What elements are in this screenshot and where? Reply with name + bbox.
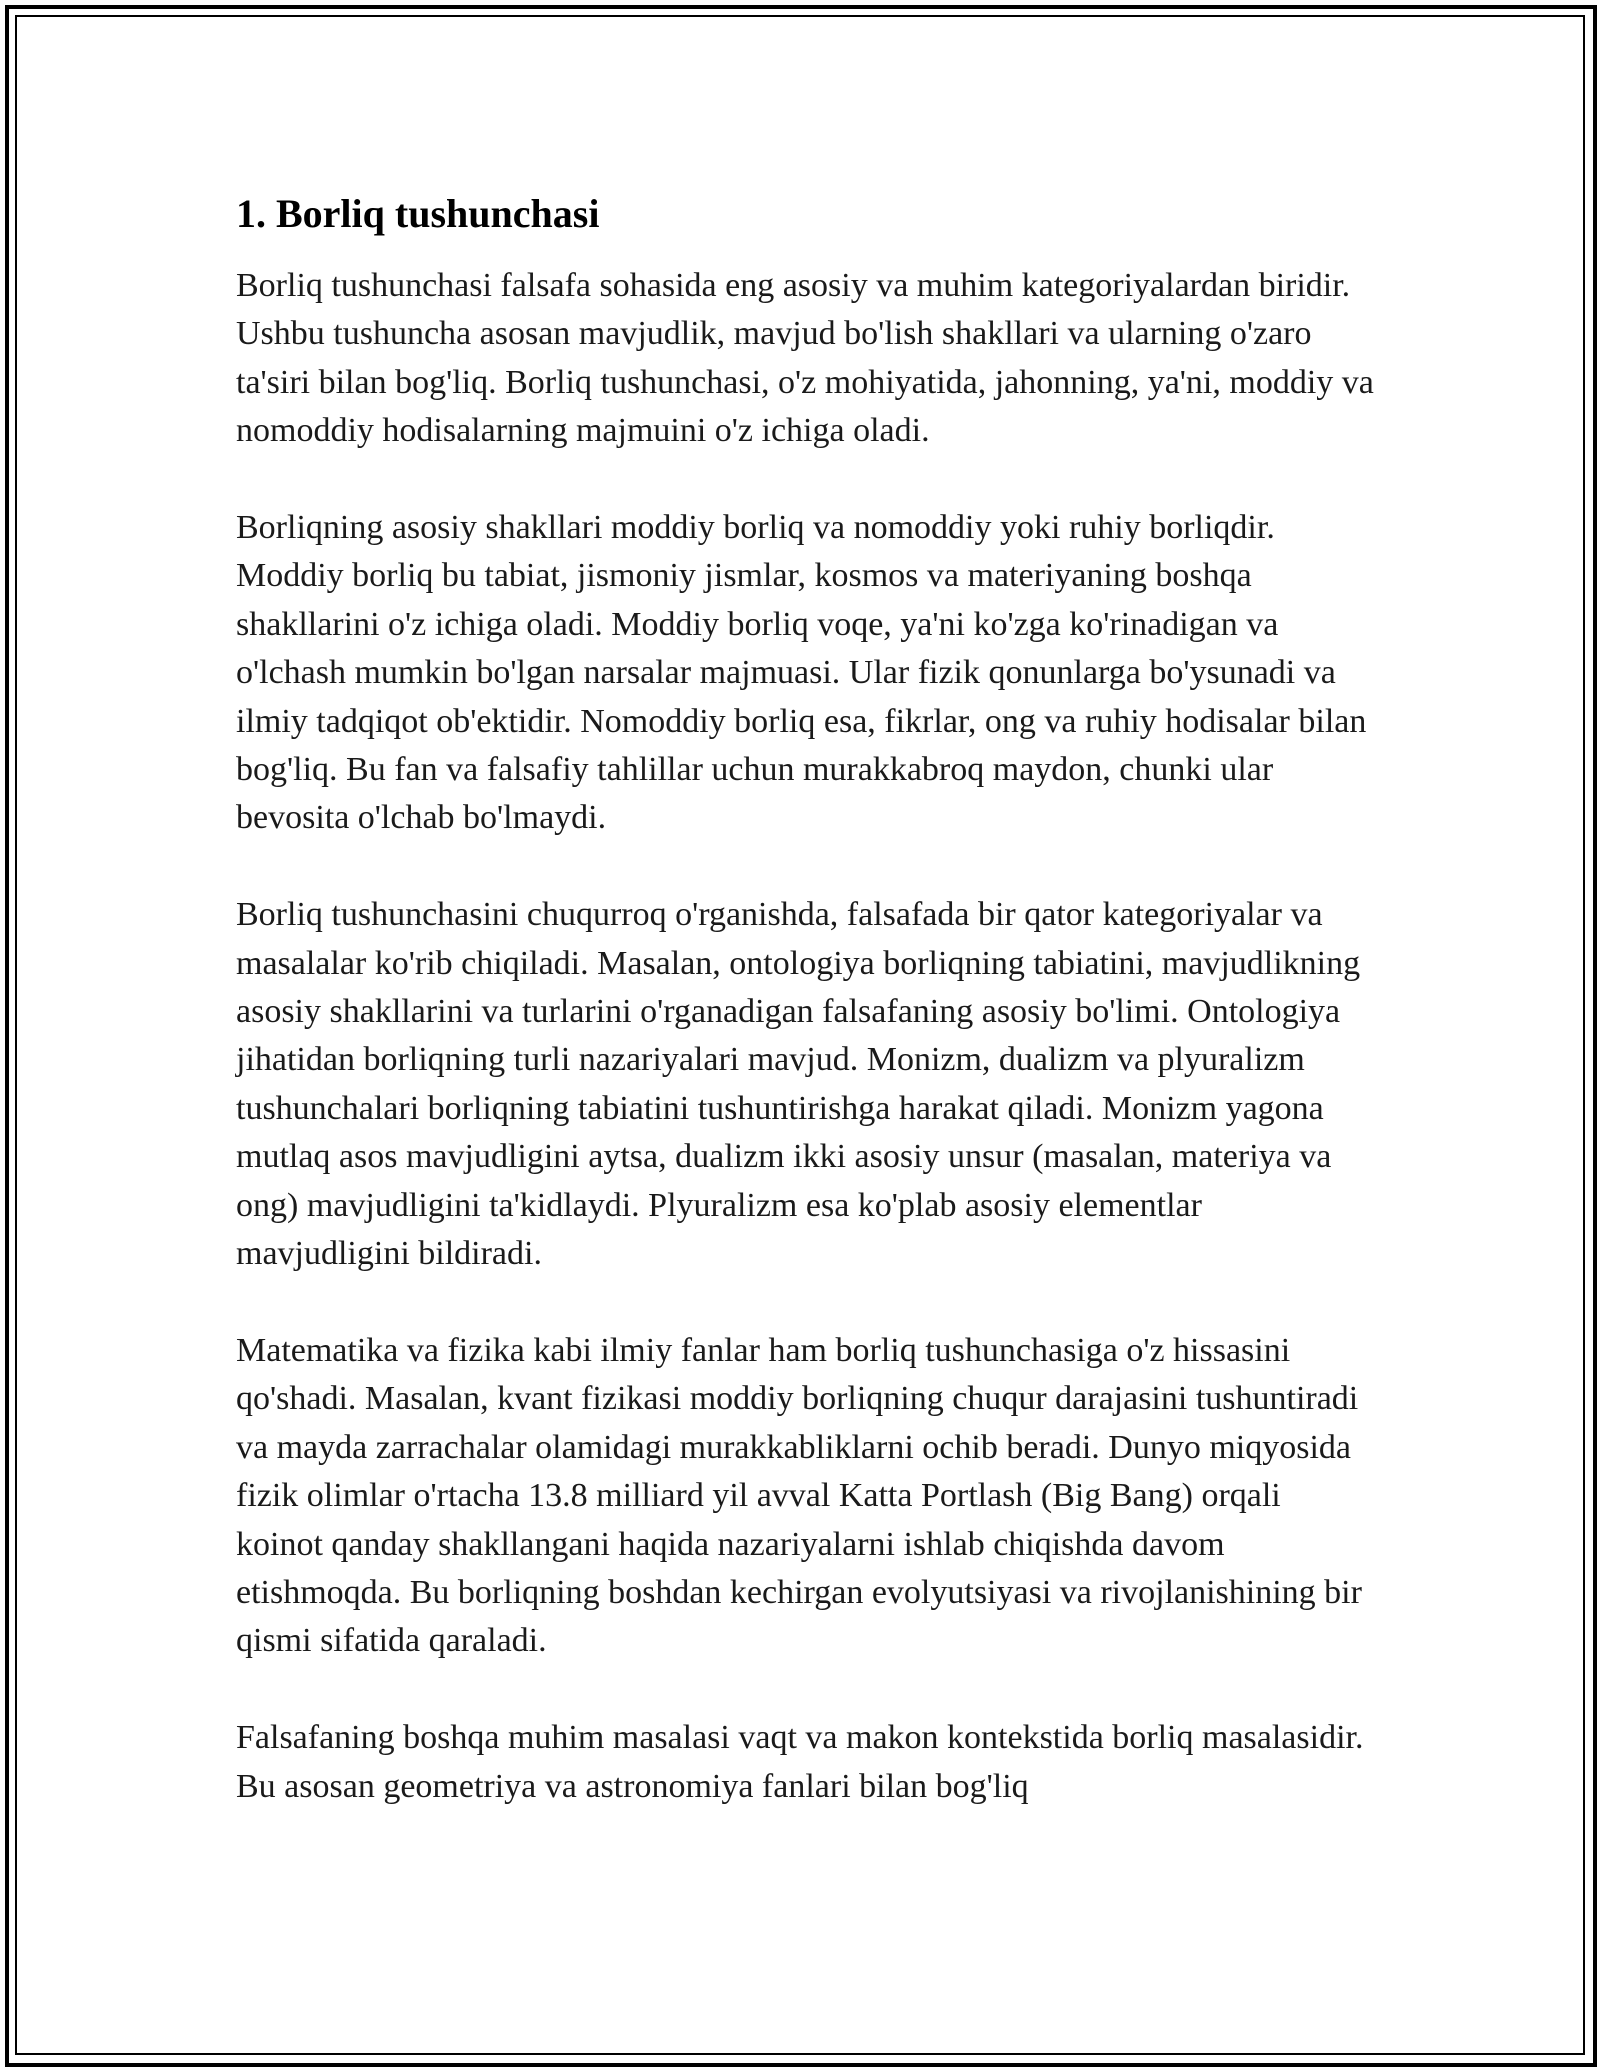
paragraph-2: Borliqning asosiy shakllari moddiy borliq va nomoddiy yoki ruhiy borliqdir. Moddiy borliq bu tabiat, jismoniy jismlar, kosmos va materiyaning boshqa shakllarini o'z ichiga oladi. Moddiy borliq voqe, ya'ni ko'zga ko'rinadigan va o'lchash mumkin bo'lgan narsalar majmuasi. Ular fizik qonunlarga bo'ysunadi va ilmiy tadqiqot ob'ektidir. Nomoddiy borliq esa, fikrlar, ong va ruhiy hodisalar bilan bog'liq. Bu fan va falsafiy tahlillar uchun murakkabroq maydon, chunki ular bevosita o'lchab bo'lmaydi. [236, 509, 1367, 837]
document-body [236, 186, 1374, 1811]
paragraph-1: Borliq tushunchasi falsafa sohasida eng asosiy va muhim kategoriyalardan biridir. Ushbu tushuncha asosan mavjudlik, mavjud bo'lish shakllari va ularning o'zaro ta'siri bilan bog'liq. Borliq tushunchasi, o'z mohiyatida, jahonning, ya'ni, moddiy va nomoddiy hodisalarning majmuini o'z ichiga oladi. [236, 267, 1374, 450]
section-title: 1. Borliq tushunchasi [236, 191, 600, 236]
paragraph-5: Falsafaning boshqa muhim masalasi vaqt va makon kontekstida borliq masalasidir. Bu asosan geometriya va astronomiya fanlari bilan bog'liq [236, 1719, 1364, 1805]
paragraph-3: Borliq tushunchasini chuqurroq o'rganishda, falsafada bir qator kategoriyalar va masalalar ko'rib chiqiladi. Masalan, ontologiya borliqning tabiatini, mavjudlikning asosiy shakllarini va turlarini o'rganadigan falsafaning asosiy bo'limi. Ontologiya jihatidan borliqning turli nazariyalari mavjud. Monizm, dualizm va plyuralizm tushunchalari borliqning tabiatini tushuntirishga harakat qiladi. Monizm yagona mutlaq asos mavjudligini aytsa, dualizm ikki asosiy unsur (masalan, materiya va ong) mavjudligini ta'kidlaydi. Plyuralizm esa ko'plab asosiy elementlar mavjudligini bildiradi. [236, 896, 1361, 1273]
paragraph-4: Matematika va fizika kabi ilmiy fanlar ham borliq tushunchasiga o'z hissasini qo'shadi. Masalan, kvant fizikasi moddiy borliqning chuqur darajasini tushuntiradi va mayda zarrachalar olamidagi murakkabliklarni ochib beradi. Dunyo miqyosida fizik olimlar o'rtacha 13.8 milliard yil avval Katta Portlash (Big Bang) orqali koinot qanday shakllangani haqida nazariyalarni ishlab chiqishda davom etishmoqda. Bu borliqning boshdan kechirgan evolyutsiyasi va rivojlanishining bir qismi sifatida qaraladi. [236, 1331, 1362, 1660]
